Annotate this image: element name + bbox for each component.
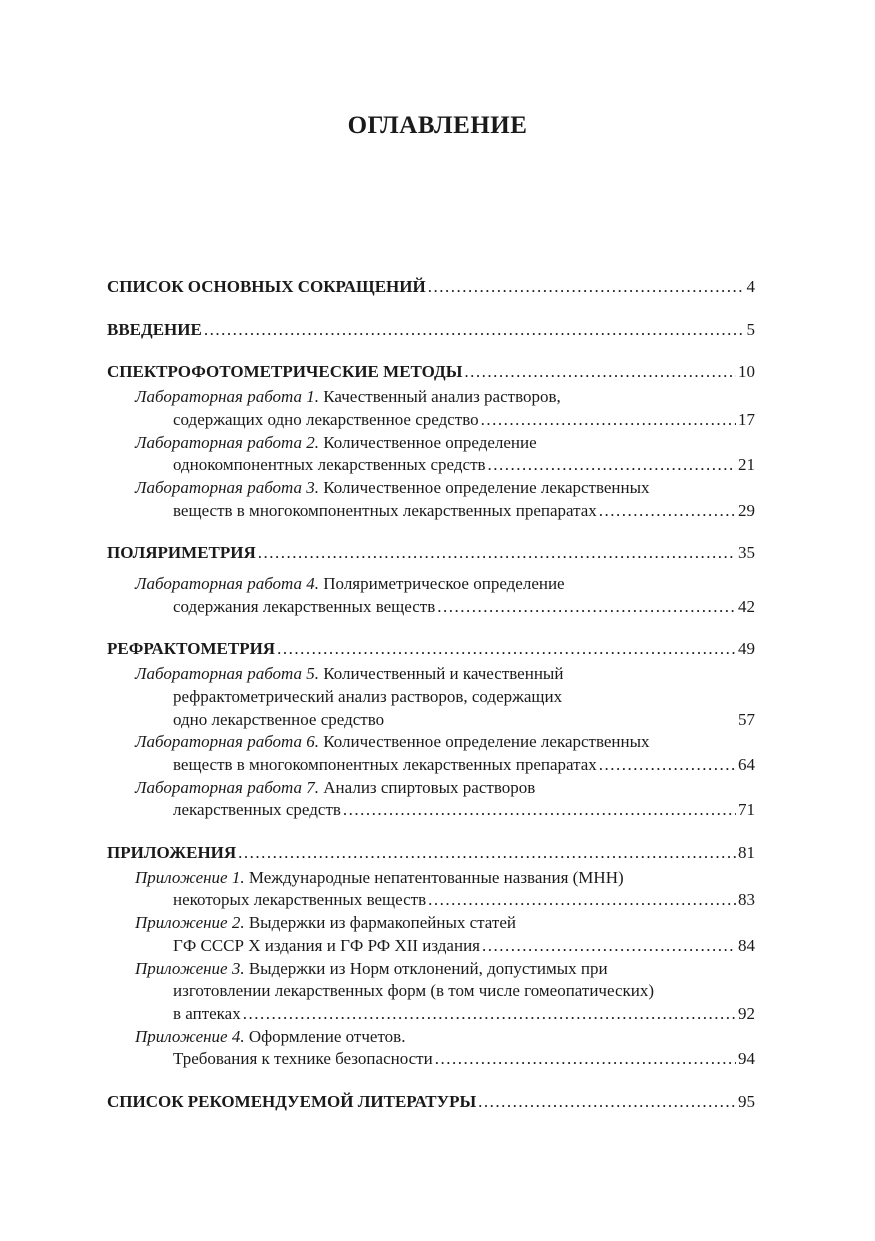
leader-dots [238,842,736,865]
page-number: 81 [738,843,755,863]
toc-subentry-lab-1[interactable]: Лабораторная работа 1. Качественный анализ растворов, содержащих одно лекарственное средство ..... 17 [107,386,755,431]
leader-dots [243,1003,736,1026]
page-number: 29 [738,500,755,520]
page-number: 83 [738,890,755,910]
leader-dots [428,276,745,299]
leader-dots [204,319,745,342]
toc-entry-abbreviations[interactable]: СПИСОК ОСНОВНЫХ СОКРАЩЕНИЙ ..... 4 [107,276,755,299]
leader-dots [599,500,736,523]
page-number: 95 [738,1092,755,1112]
leader-dots [428,889,736,912]
toc-entry-introduction[interactable]: ВВЕДЕНИЕ ..... 5 [107,319,755,342]
page-number: 35 [738,543,755,563]
page-number: 49 [738,639,755,659]
leader-dots [258,542,736,565]
page-number: 5 [746,319,755,339]
toc-subentry-appendix-2[interactable]: Приложение 2. Выдержки из фармакопейных статей ГФ СССР X издания и ГФ РФ XII издания ..... 84 [107,912,755,957]
leader-dots [481,409,736,432]
leader-dots [478,1091,736,1114]
leader-dots [277,638,736,661]
page-number: 21 [738,455,755,475]
page-number: 42 [738,596,755,616]
toc-subentry-appendix-4[interactable]: Приложение 4. Оформление отчетов. Требования к технике безопасности ..... 94 [107,1026,755,1071]
leader-dots [488,454,736,477]
toc-entry-literature[interactable]: СПИСОК РЕКОМЕНДУЕМОЙ ЛИТЕРАТУРЫ ..... 95 [107,1091,755,1114]
toc-subentry-lab-3[interactable]: Лабораторная работа 3. Количественное определение лекарственных веществ в многокомпонентных лекарственных препаратах ..... 29 [107,477,755,522]
leader-dots [599,754,736,777]
toc-subentry-appendix-1[interactable]: Приложение 1. Международные непатентованные названия (МНН) некоторых лекарственных веществ ..... 83 [107,867,755,912]
page-number: 71 [738,800,755,820]
leader-dots [343,799,736,822]
table-of-contents [107,276,755,1114]
leader-dots [482,935,736,958]
toc-entry-refractometry[interactable]: РЕФРАКТОМЕТРИЯ ..... 49 [107,638,755,661]
leader-dots [437,596,736,619]
page-number: 4 [746,277,755,296]
leader-dots [435,1048,736,1071]
page-number: 57 [738,709,755,729]
page-title: ОГЛАВЛЕНИЕ [347,112,528,139]
leader-dots [464,361,736,384]
page-number: 94 [738,1049,755,1069]
page-number: 10 [738,362,755,382]
page-number: 64 [738,754,755,774]
toc-entry-spectrophotometry[interactable]: СПЕКТРОФОТОМЕТРИЧЕСКИЕ МЕТОДЫ ..... 10 [107,361,755,384]
page-number: 92 [738,1003,755,1023]
page-number: 17 [738,409,755,429]
toc-subentry-lab-7[interactable]: Лабораторная работа 7. Анализ спиртовых растворов лекарственных средств ..... 71 [107,777,755,822]
toc-subentry-lab-5[interactable]: Лабораторная работа 5. Количественный и качественный рефрактометрический анализ растворов, содержащих одно лекарственное средство 57 [107,663,755,731]
toc-subentry-lab-6[interactable]: Лабораторная работа 6. Количественное определение лекарственных веществ в многокомпонентных лекарственных препаратах ..... 64 [107,731,755,776]
toc-subentry-appendix-3[interactable]: Приложение 3. Выдержки из Норм отклонений, допустимых при изготовлении лекарственных форм (в том числе гомеопатических) в аптеках ..... 92 [107,958,755,1026]
page-number: 84 [738,935,755,955]
toc-entry-polarimetry[interactable]: ПОЛЯРИМЕТРИЯ ..... 35 [107,542,755,565]
toc-subentry-lab-4[interactable]: Лабораторная работа 4. Поляриметрическое определение содержания лекарственных веществ ..... 42 [107,573,755,618]
toc-entry-appendices[interactable]: ПРИЛОЖЕНИЯ ..... 81 [107,842,755,865]
toc-subentry-lab-2[interactable]: Лабораторная работа 2. Количественное определение однокомпонентных лекарственных средств ..... 21 [107,432,755,477]
